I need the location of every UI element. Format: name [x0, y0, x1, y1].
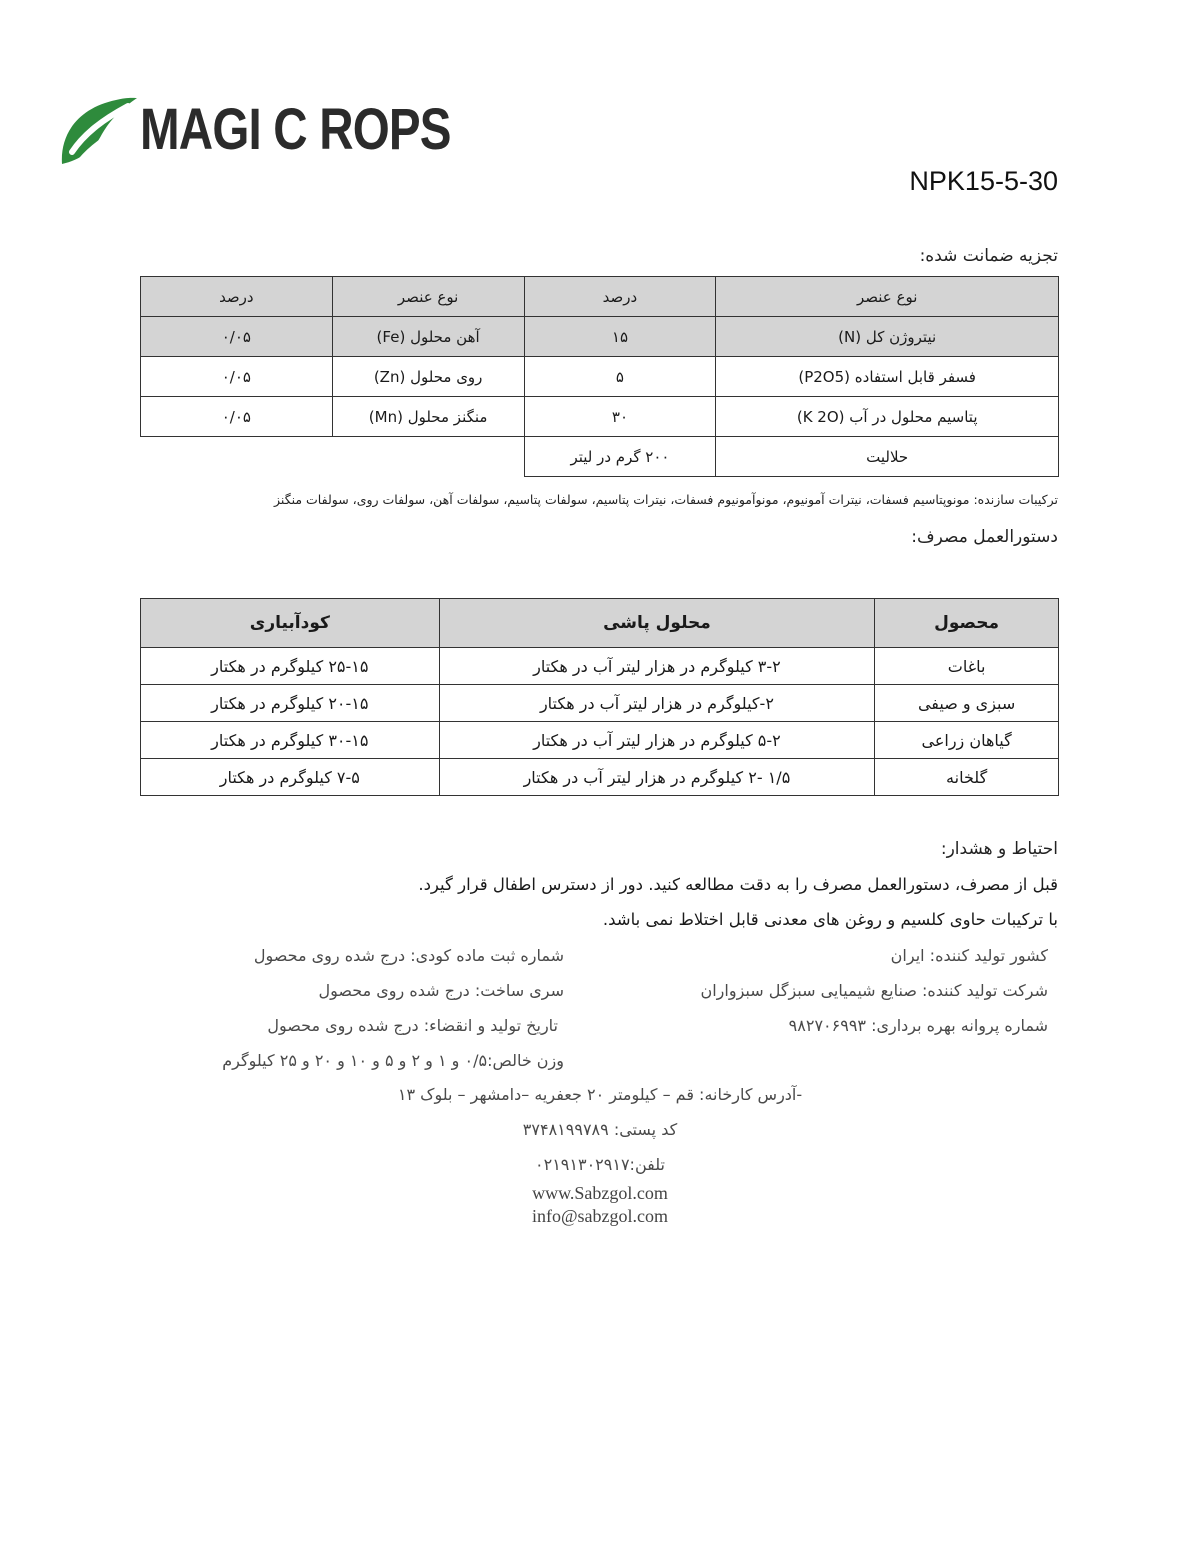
- phone-text: تلفن:۰۲۱۹۱۳۰۲۹۱۷: [535, 1155, 665, 1174]
- table-cell: ۲۰۰ گرم در لیتر: [524, 437, 716, 477]
- table-cell: ۷-۵ کیلوگرم در هکتار: [141, 759, 440, 796]
- analysis-table: [140, 276, 1059, 477]
- usage-table: [140, 598, 1059, 796]
- empty-cell: [141, 437, 333, 477]
- batch-text: سری ساخت: درج شده روی محصول: [318, 981, 564, 1000]
- table-row: [141, 357, 1059, 397]
- warnings-heading: احتیاط و هشدار:: [940, 839, 1058, 859]
- usage-header-row: [141, 599, 1059, 648]
- analysis-header-row: [141, 277, 1059, 317]
- table-cell: ۳۰-۱۵ کیلوگرم در هکتار: [141, 722, 440, 759]
- usage-heading: دستورالعمل مصرف:: [911, 527, 1058, 547]
- table-cell: آهن محلول (Fe): [332, 317, 524, 357]
- empty-cell: [332, 437, 524, 477]
- table-cell: ۵: [524, 357, 716, 397]
- column-header: درصد: [141, 277, 333, 317]
- company-text: شرکت تولید کننده: صنایع شیمیایی سبزگل سبزواران: [700, 981, 1048, 1000]
- country-text: کشور تولید کننده: ایران: [890, 946, 1048, 965]
- analysis-heading: تجزیه ضمانت شده:: [919, 246, 1058, 266]
- table-cell: گیاهان زراعی: [875, 722, 1059, 759]
- table-cell: ۱/۵ -۲ کیلوگرم در هزار لیتر آب در هکتار: [439, 759, 875, 796]
- table-cell: گلخانه: [875, 759, 1059, 796]
- table-cell: نیتروژن کل (N): [716, 317, 1059, 357]
- table-cell: روی محلول (Zn): [332, 357, 524, 397]
- table-row: [141, 437, 1059, 477]
- composition-text: ترکیبات سازنده: مونوپتاسیم فسفات، نیترات آمونیوم، مونوآمونیوم فسفات، نیترات پتاسیم، سولفات پتاسیم، سولفات آهن، سولفات روی، سولفات منگنز: [274, 492, 1058, 507]
- registration-text: شماره ثبت ماده کودی: درج شده روی محصول: [253, 946, 564, 965]
- table-row: [141, 648, 1059, 685]
- leaf-logo-icon: [58, 94, 138, 170]
- table-cell: باغات: [875, 648, 1059, 685]
- table-row: [141, 685, 1059, 722]
- email-link[interactable]: info@sabzgol.com: [531, 1206, 669, 1226]
- table-cell: ۲۵-۱۵ کیلوگرم در هکتار: [141, 648, 440, 685]
- table-cell: ۲-کیلوگرم در هزار لیتر آب در هکتار: [439, 685, 875, 722]
- table-cell: ۵-۲ کیلوگرم در هزار لیتر آب در هکتار: [439, 722, 875, 759]
- warning-line: قبل از مصرف، دستورالعمل مصرف را به دقت مطالعه کنید. دور از دسترس اطفال قرار گیرد.: [418, 875, 1058, 894]
- column-header: نوع عنصر: [716, 277, 1059, 317]
- weight-text: وزن خالص:۰/۵ و ۱ و ۲ و ۵ و ۱۰ و ۲۰ و ۲۵ کیلوگرم: [222, 1051, 564, 1070]
- website-link[interactable]: www.Sabzgol.com: [532, 1183, 668, 1203]
- table-cell: سبزی و صیفی: [875, 685, 1059, 722]
- product-title: NPK15-5-30: [909, 166, 1058, 196]
- table-cell: منگنز محلول (Mn): [332, 397, 524, 437]
- table-cell: ۲۰-۱۵ کیلوگرم در هکتار: [141, 685, 440, 722]
- brand-logo: [58, 92, 451, 174]
- table-cell: فسفر قابل استفاده (P2O5): [716, 357, 1059, 397]
- table-cell: ۰/۰۵: [141, 397, 333, 437]
- license-text: شماره پروانه بهره برداری: ۹۸۲۷۰۶۹۹۳: [788, 1016, 1048, 1035]
- address-text: -آدرس کارخانه: قم – کیلومتر ۲۰ جعفریه –دامشهر – بلوک ۱۳: [397, 1085, 803, 1104]
- column-header: درصد: [524, 277, 716, 317]
- table-row: [141, 397, 1059, 437]
- column-header: محلول پاشی: [439, 599, 875, 648]
- table-cell: حلالیت: [716, 437, 1059, 477]
- table-cell: پتاسیم محلول در آب (K 2O): [716, 397, 1059, 437]
- table-row: [141, 317, 1059, 357]
- table-cell: ۰/۰۵: [141, 317, 333, 357]
- table-cell: ۰/۰۵: [141, 357, 333, 397]
- table-row: [141, 759, 1059, 796]
- table-cell: ۱۵: [524, 317, 716, 357]
- column-header: محصول: [875, 599, 1059, 648]
- column-header: کودآبیاری: [141, 599, 440, 648]
- dates-text: تاریخ تولید و انقضاء: درج شده روی محصول: [267, 1016, 558, 1035]
- brand-wordmark: MAGI C ROPS: [140, 97, 451, 162]
- table-cell: ۳-۲ کیلوگرم در هزار لیتر آب در هکتار: [439, 648, 875, 685]
- warning-line: با ترکیبات حاوی کلسیم و روغن های معدنی قابل اختلاط نمی باشد.: [602, 910, 1058, 929]
- postal-code-text: کد پستی: ۳۷۴۸۱۹۹۷۸۹: [522, 1120, 678, 1139]
- column-header: نوع عنصر: [332, 277, 524, 317]
- table-cell: ۳۰: [524, 397, 716, 437]
- table-row: [141, 722, 1059, 759]
